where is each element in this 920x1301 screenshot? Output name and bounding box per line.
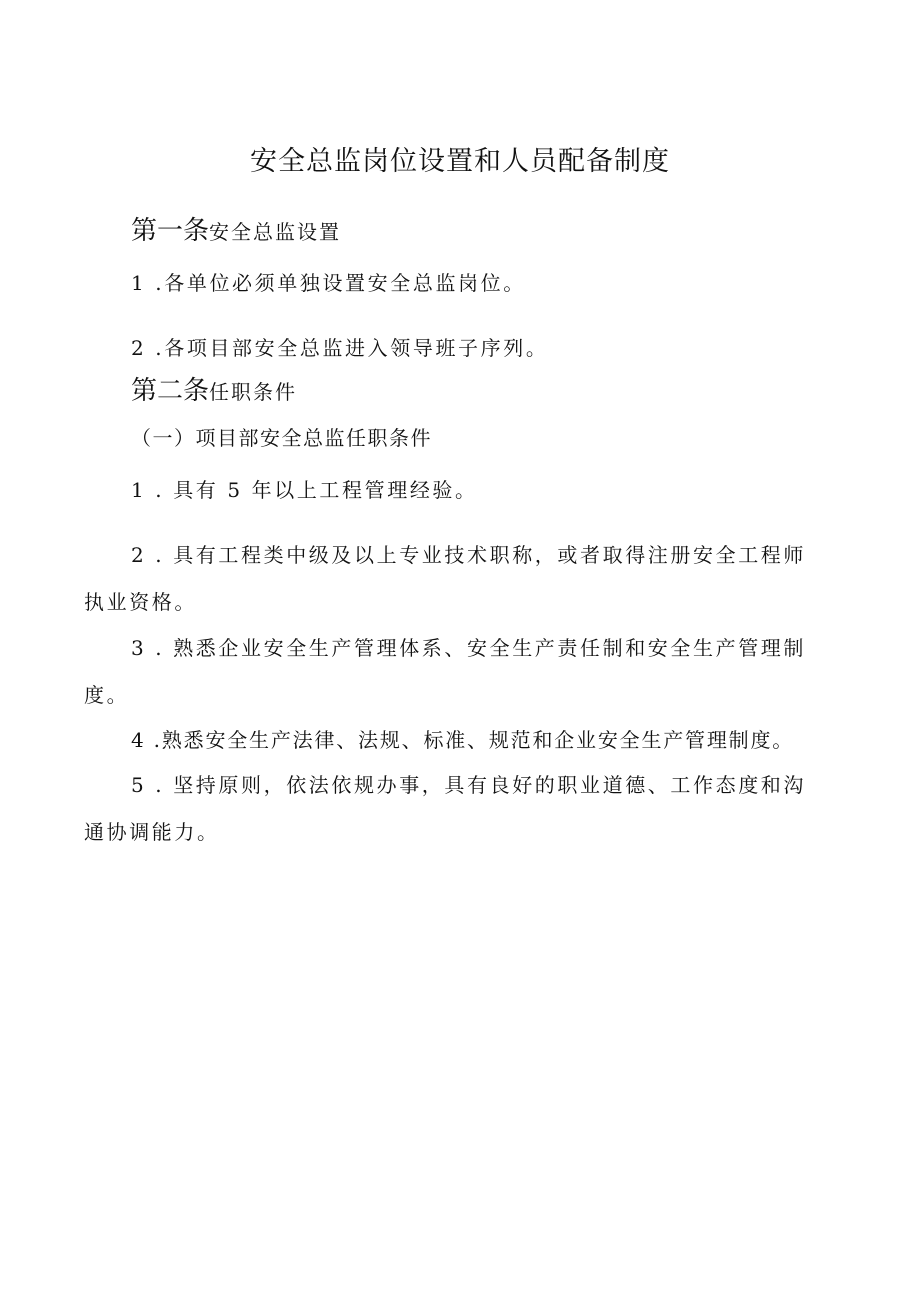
article-1-item-2: 2 .各项目部安全总监进入领导班子序列。 xyxy=(131,336,549,360)
article-2-subheading: （一）项目部安全总监任职条件 xyxy=(131,426,432,450)
article-1-heading xyxy=(131,218,341,244)
article-2-item-5-line-2: 通协调能力。 xyxy=(84,820,220,844)
article-2-label: 第二条 xyxy=(131,376,210,406)
article-2-item-3-line-2: 度。 xyxy=(84,683,130,707)
article-2-item-1: 1 . 具有 5 年以上工程管理经验。 xyxy=(131,478,478,502)
article-2-name: 任职条件 xyxy=(209,380,298,404)
article-2-item-3-line-1: 3 . 熟悉企业安全生产管理体系、安全生产责任制和安全生产管理制 xyxy=(131,636,806,660)
article-2-item-5-line-1: 5 . 坚持原则，依法依规办事，具有良好的职业道德、工作态度和沟 xyxy=(131,773,806,797)
document-title: 安全总监岗位设置和人员配备制度 xyxy=(250,146,670,177)
article-2-heading xyxy=(131,378,297,404)
article-2-item-2-line-2: 执业资格。 xyxy=(84,590,197,614)
article-1-name: 安全总监设置 xyxy=(209,220,342,244)
article-1-label: 第一条 xyxy=(131,216,210,246)
article-1-item-1: 1 .各单位必须单独设置安全总监岗位。 xyxy=(131,271,526,295)
article-2-item-2-line-1: 2 . 具有工程类中级及以上专业技术职称，或者取得注册安全工程师 xyxy=(131,543,806,567)
article-2-item-4: 4 .熟悉安全生产法律、法规、标准、规范和企业安全生产管理制度。 xyxy=(131,728,795,752)
